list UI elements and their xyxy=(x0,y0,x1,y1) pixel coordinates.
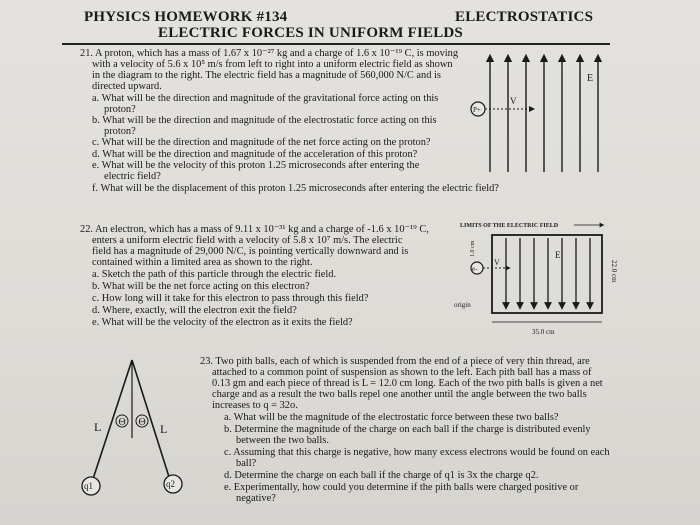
q22-field-label: E xyxy=(555,250,561,260)
q23-pith-ball-diagram xyxy=(80,358,190,503)
q21-line: 21. A proton, which has a mass of 1.67 x 10⁻²⁷ kg and a charge of 1.6 x 10⁻¹⁹ C, is moving xyxy=(80,48,459,59)
q22-part-a: a. Sketch the path of this particle through the electric field. xyxy=(92,269,337,280)
q21-part-e-cont: electric field? xyxy=(104,171,161,182)
q22-part-e: e. What will be the velocity of the electron as it exits the field? xyxy=(92,317,353,328)
q21-line: directed upward. xyxy=(92,81,162,92)
height-label: 1.0 cm xyxy=(470,240,476,257)
q23-part-e-cont: negative? xyxy=(236,493,276,504)
q22-line: contained within a limited area as shown to the right. xyxy=(92,257,313,268)
thread-length-right: L xyxy=(160,422,168,436)
q23-line: 0.13 gm and each piece of thread is L = 12.0 cm long. Each of the two pith balls is given a net xyxy=(212,378,603,389)
q23-part-a: a. What will be the magnitude of the electrostatic force between these two balls? xyxy=(224,412,559,423)
width-label: 35.0 cm xyxy=(532,328,555,336)
field-arrows-down xyxy=(506,238,590,306)
q23-line: 23. Two pith balls, each of which is suspended from the end of a piece of very thin thread, are xyxy=(200,356,590,367)
q23-part-e: e. Experimentally, how could you determine if the pith balls were charged positive or xyxy=(224,482,579,493)
q21-part-f: f. What will be the displacement of this proton 1.25 microseconds after entering the electric field? xyxy=(92,183,499,194)
field-arrows xyxy=(490,58,598,172)
q21-part-a: a. What will be the direction and magnitude of the gravitational force acting on this xyxy=(92,93,439,104)
q23-line: attached to a common point of suspension as shown to the left. Each pith ball has a mass of xyxy=(212,367,592,378)
q23-line: charge and as a result the two balls repel one another until the angle between the two balls xyxy=(212,389,587,400)
ball-q2-label: q2 xyxy=(166,479,175,489)
thread-length-left: L xyxy=(94,420,102,434)
ball-q1-label: q1 xyxy=(84,481,93,491)
q22-field-diagram xyxy=(452,218,627,343)
q21-velocity-label: V xyxy=(510,96,517,106)
q23-part-c: c. Assuming that this charge is negative, how many excess electrons would be found on each xyxy=(224,447,610,458)
q22-line: field has a magnitude of 29,000 N/C, is pointing vertically downward and is xyxy=(92,246,409,257)
q23-part-b: b. Determine the magnitude of the charge on each ball if the charge is distributed evenly xyxy=(224,424,591,435)
q21-line: in the diagram to the right. The electric field has a magnitude of 560,000 N/C and is xyxy=(92,70,441,81)
q21-part-d: d. What will be the direction and magnitude of the acceleration of this proton? xyxy=(92,149,418,160)
homework-title: PHYSICS HOMEWORK #134 xyxy=(84,9,288,25)
q23-part-b-cont: between the two balls. xyxy=(236,435,329,446)
q21-part-b-cont: proton? xyxy=(104,126,136,137)
q21-line: with a velocity of 5.6 x 10⁵ m/s from left to right into a uniform electric field as shown xyxy=(92,59,453,70)
q22-line: enters a uniform electric field with a velocity of 5.8 x 10⁷ m/s. The electric xyxy=(92,235,403,246)
q21-part-e: e. What will be the velocity of this proton 1.25 microseconds after entering the xyxy=(92,160,420,171)
electron-label: e- xyxy=(472,265,478,273)
angle-symbol-right: Θ xyxy=(138,417,146,428)
q21-field-diagram xyxy=(470,48,610,180)
q21-part-b: b. What will be the direction and magnitude of the electrostatic force acting on this xyxy=(92,115,437,126)
proton-label: P+ xyxy=(473,106,481,114)
q22-velocity-label: V xyxy=(494,258,500,267)
angle-symbol-left: Θ xyxy=(118,417,126,428)
side-length-label: 22.0 cm xyxy=(610,260,618,283)
q22-line: 22. An electron, which has a mass of 9.11 x 10⁻³¹ kg and a charge of -1.6 x 10⁻¹⁹ C, xyxy=(80,224,429,235)
q22-part-d: d. Where, exactly, will the electron exit the field? xyxy=(92,305,297,316)
q23-part-c-cont: ball? xyxy=(236,458,257,469)
q23-part-d: d. Determine the charge on each ball if the charge of q1 is 3x the charge q2. xyxy=(224,470,539,481)
q21-part-a-cont: proton? xyxy=(104,104,136,115)
q22-part-b: b. What will be the net force acting on this electron? xyxy=(92,281,310,292)
q23-line: increases to q = 32o. xyxy=(212,400,298,411)
topic-title: ELECTROSTATICS xyxy=(455,9,594,25)
origin-label: origin xyxy=(454,301,471,309)
q21-field-label: E xyxy=(587,73,594,84)
field-boundary xyxy=(492,235,602,313)
q21-part-c: c. What will be the direction and magnitude of the net force acting on the proton? xyxy=(92,137,431,148)
field-limits-label: LIMITS OF THE ELECTRIC FIELD xyxy=(460,223,559,229)
q22-part-c: c. How long will it take for this electron to pass through this field? xyxy=(92,293,369,304)
header-rule xyxy=(62,43,610,45)
page-subtitle: ELECTRIC FORCES IN UNIFORM FIELDS xyxy=(158,25,463,41)
